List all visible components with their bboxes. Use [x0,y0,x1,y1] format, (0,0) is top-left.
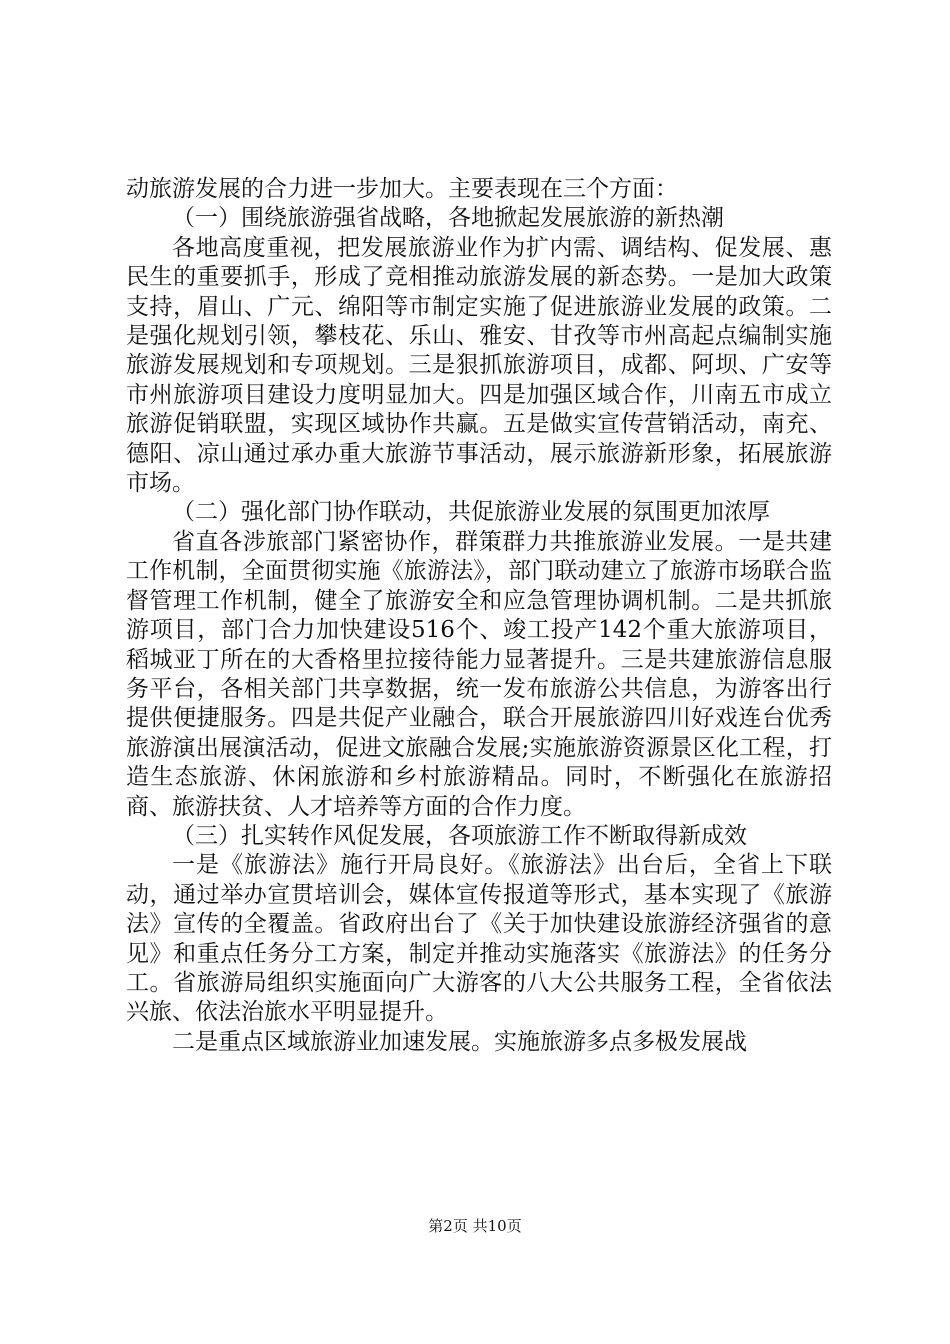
section-heading-2: （二）强化部门协作联动，共促旅游业发展的氛围更加浓厚 [172,499,770,526]
section-heading-3: （三）扎实转作风促发展，各项旅游工作不断取得新成效 [172,822,747,849]
section-heading-1: （一）围绕旅游强省战略，各地掀起发展旅游的新热潮 [172,205,724,232]
paragraph: 一是《旅游法》施行开局良好。《旅游法》出台后，全省上下联动，通过举办宣贯培训会，媒体宣传报道等形式，基本实现了《旅游法》宣传的全覆盖。省政府出台了《关于加快建设旅游经济强省的意见》和重点任务分工方案，制定并推动实施落实《旅游法》的任务分工。省旅游局组织实施面向广大游客的八大公共服务工程，全省依法兴旅、依法治旅水平明显提升。 [126,852,832,1026]
paragraph-continuation: 动旅游发展的合力进一步加大。主要表现在三个方面： [126,176,678,202]
paragraph: 二是重点区域旅游业加速发展。实施旅游多点多极发展战 [172,1028,747,1055]
page-footer: 第2页 共10页 [428,1217,522,1235]
paragraph: 各地高度重视，把发展旅游业作为扩内需、调结构、促发展、惠民生的重要抓手，形成了竞相推动旅游发展的新态势。一是加大政策支持，眉山、广元、绵阳等市制定实施了促进旅游业发展的政策。二是强化规划引领，攀枝花、乐山、雅安、甘孜等市州高起点编制实施旅游发展规划和专项规划。三是狠抓旅游项目，成都、阿坝、广安等市州旅游项目建设力度明显加大。四是加强区域合作，川南五市成立旅游促销联盟，实现区域协作共赢。五是做实宣传营销活动，南充、德阳、凉山通过承办重大旅游节事活动，展示旅游新形象，拓展旅游市场。 [126,234,832,497]
paragraph: 省直各涉旅部门紧密协作，群策群力共推旅游业发展。一是共建工作机制，全面贯彻实施《旅游法》，部门联动建立了旅游市场联合监督管理工作机制，健全了旅游安全和应急管理协调机制。二是共抓旅游项目，部门合力加快建设516个、竣工投产142个重大旅游项目，稻城亚丁所在的大香格里拉接待能力显著提升。三是共建旅游信息服务平台，各相关部门共享数据，统一发布旅游公共信息，为游客出行提供便捷服务。四是共促产业融合，联合开展旅游四川好戏连台优秀旅游演出展演活动，促进文旅融合发展;实施旅游资源景区化工程，打造生态旅游、休闲旅游和乡村旅游精品。同时，不断强化在旅游招商、旅游扶贫、人才培养等方面的合作力度。 [126,528,832,820]
document-body [126,175,832,1057]
